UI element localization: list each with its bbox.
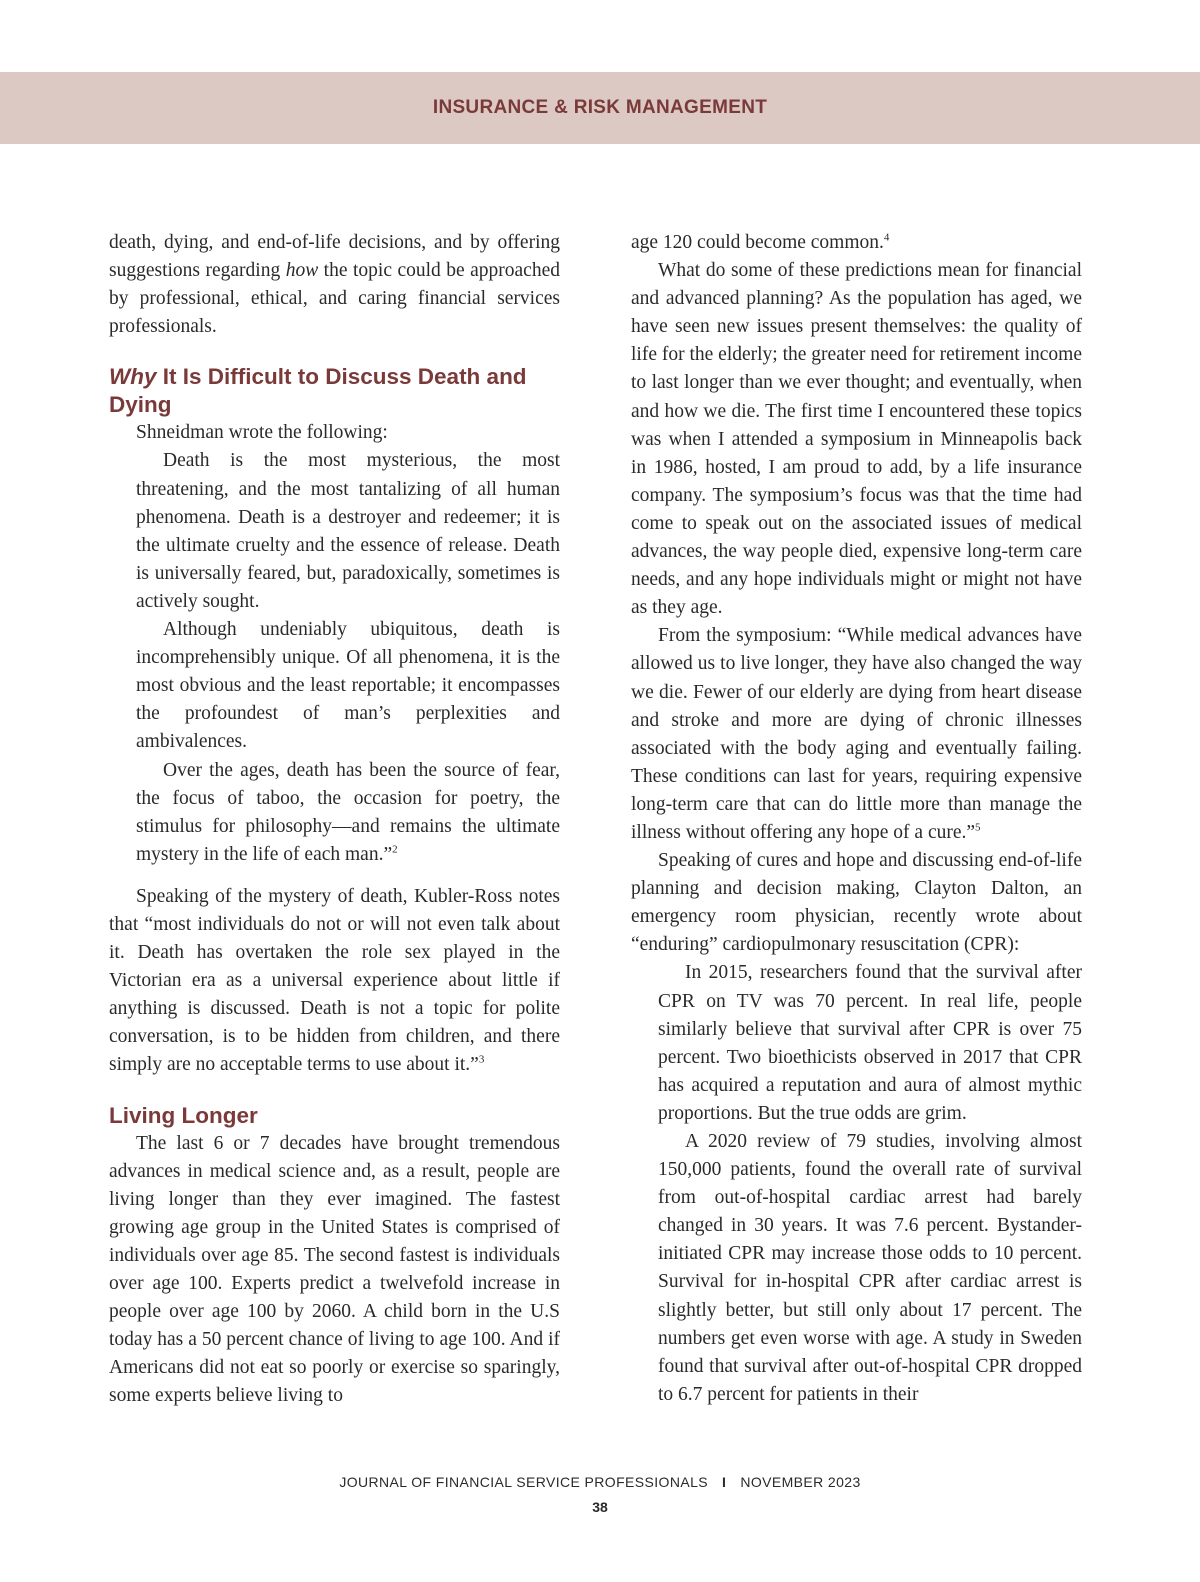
footer-separator: I <box>722 1474 727 1490</box>
right-paragraph-4: Speaking of cures and hope and discussing end-of-life planning and decision making, Clayton Dalton, an emergency room physician, recently wrote about “enduring” cardiopulmonary resuscitation (CPR): <box>631 850 1082 956</box>
dalton-quote <box>658 959 1082 1409</box>
heading-why-difficult: Why It Is Difficult to Discuss Death and Dying <box>109 364 527 418</box>
quote-paragraph: Death is the most mysterious, the most threatening, and the most tantalizing of all human phenomena. Death is a destroyer and redeemer; it is the ultimate cruelty and the essence of release. Death is universally feared, but, paradoxically, sometimes is actively sought. <box>136 450 560 612</box>
section-title: INSURANCE & RISK MANAGEMENT <box>432 97 768 118</box>
footnote-ref: 2 <box>392 843 398 856</box>
left-paragraph-2: Shneidman wrote the following: <box>136 422 388 444</box>
right-paragraph-1: age 120 could become common.$^4$ <box>631 231 890 253</box>
quote-paragraph: A 2020 review of 79 studies, involving almost 150,000 patients, found the overall rate of survival from out-of-hospital cardiac arrest had barely changed in 30 years. It was 7.6 percent. Bystander-initiated CPR may increase those odds to 10 percent. Survival for in-hospital CPR after cardiac arrest is slightly better, but still only about 17 percent. The numbers get even worse with age. A study in Sweden found that survival after out-of-hospital CPR dropped to 6.7 percent for patients in their <box>658 1131 1082 1405</box>
quote-paragraph: Although undeniably ubiquitous, death is incomprehensibly unique. Of all phenomena, it is the most obvious and the least reportable; it encompasses the profoundest of man’s perplexities and ambivalences. <box>136 619 560 753</box>
journal-name: JOURNAL OF FINANCIAL SERVICE PROFESSIONALS <box>339 1474 709 1490</box>
section-header-band <box>0 72 1200 144</box>
left-paragraph-1: death, dying, and end-of-life decisions, and by offering suggestions regarding how the topic could be approached by professional, ethical, and caring financial services professionals. <box>109 232 560 338</box>
page-number: 38 <box>592 1499 608 1515</box>
footnote-ref: 5 <box>975 821 981 834</box>
footnote-ref: 3 <box>478 1053 485 1066</box>
right-column <box>631 229 1082 1409</box>
shneidman-quote <box>136 447 560 868</box>
quote-paragraph: In 2015, researchers found that the survival after CPR on TV was 70 percent. In real life, people similarly believe that survival after CPR is over 75 percent. Two bioethicists observed in 2017 that CPR has acquired a reputation and aura of almost mythic proportions. But the true odds are grim. <box>658 962 1082 1124</box>
footnote-ref: 4 <box>883 231 890 244</box>
right-paragraph-3: From the symposium: “While medical advances have allowed us to live longer, they have also changed the way we die. Fewer of our elderly are dying from heart disease and stroke and more are dying of chronic illnesses associated with the body aging and eventually failing. These conditions can last for years, requiring expensive long-term care that can do little more than manage the illness without offering any hope of a cure.”$^5$ <box>631 625 1082 843</box>
footer-journal-line <box>0 1474 1200 1490</box>
left-paragraph-3: Speaking of the mystery of death, Kubler-Ross notes that “most individuals do not or will not even talk about it. Death has overtaken the role sex played in the Victorian era as a universal experience about little if anything is discussed. Death is not a topic for polite conversation, is to be hidden from children, and there simply are no acceptable terms to use about it.”$^3$ <box>109 885 560 1076</box>
issue-date: NOVEMBER 2023 <box>740 1474 861 1490</box>
quote-paragraph: Over the ages, death has been the source of fear, the focus of taboo, the occasion for poetry, the stimulus for philosophy—and remains the ultimate mystery in the life of each man.”$^2$ <box>136 759 560 865</box>
left-paragraph-4: The last 6 or 7 decades have brought tremendous advances in medical science and, as a result, people are living longer than they ever imagined. The fastest growing age group in the United States is comprised of individuals over age 85. The second fastest is individuals over age 100. Experts predict a twelvefold increase in people over age 100 by 2060. A child born in the U.S today has a 50 percent chance of living to age 100. And if Americans did not eat so poorly or exercise so sparingly, some experts believe living to <box>109 1132 560 1407</box>
right-paragraph-2: What do some of these predictions mean for financial and advanced planning? As the population has aged, we have seen new issues present themselves: the quality of life for the elderly; the greater need for retirement income to last longer than we ever thought; and eventually, when and how we die. The first time I encountered these topics was when I attended a symposium in Minneapolis back in 1986, hosted, I am proud to add, by a life insurance company. The symposium’s focus was that the time had come to speak out on the associated issues of medical advances, the way people died, expensive long-term care needs, and any hope individuals might or might not have as they age. <box>631 260 1082 619</box>
left-column <box>109 229 560 1410</box>
heading-living-longer: Living Longer <box>109 1102 258 1128</box>
